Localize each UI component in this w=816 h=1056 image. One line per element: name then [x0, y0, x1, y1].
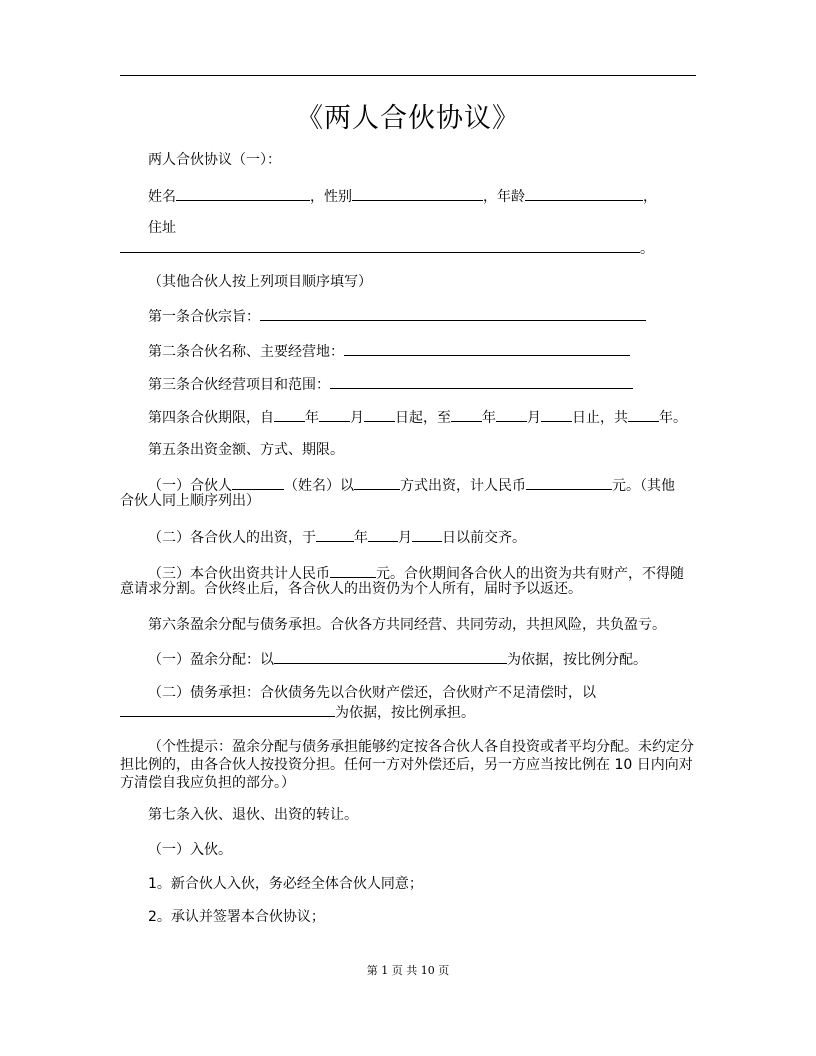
- article-6-1-label: （一）盈余分配：以: [148, 652, 274, 668]
- article-5-2: [148, 526, 526, 548]
- yuan-text: 元。（其他: [612, 478, 675, 494]
- start-day-blank[interactable]: [364, 406, 395, 422]
- article-6-2-cont: [120, 701, 475, 723]
- due-year-blank[interactable]: [316, 526, 354, 542]
- personal-info-line: [148, 185, 657, 207]
- method-blank[interactable]: [354, 474, 400, 490]
- document-title: 《两人合伙协议》: [296, 103, 520, 134]
- end-day-blank[interactable]: [541, 406, 572, 422]
- tip-line-2: 担比例的，由各合伙人按投资分担。任何一方对外偿还后，另一方应当按比例在 10 日内向对: [120, 757, 693, 773]
- article-4-label: 第四条合伙期限，自: [148, 410, 274, 426]
- article-6: 第六条盈余分配与债务承担。合伙各方共同经营、共同劳动，共担风险，共负盈亏。: [148, 617, 666, 633]
- address-period: 。: [640, 241, 654, 257]
- article-5-1-cont: 合伙人同上顺序列出）: [120, 493, 260, 509]
- year-text: 年: [305, 410, 319, 426]
- name-label: 姓名: [148, 189, 176, 205]
- address-label: 住址: [148, 220, 176, 236]
- article-2: [148, 340, 630, 362]
- others-note: （其他合伙人按上列项目顺序填写）: [148, 274, 372, 290]
- start-month-blank[interactable]: [319, 406, 350, 422]
- year-text: 年: [482, 410, 496, 426]
- article-6-1-text: 为依据，按比例分配。: [507, 652, 647, 668]
- purpose-blank[interactable]: [260, 305, 646, 321]
- intro-line: 两人合伙协议（一）：: [148, 152, 281, 168]
- contribution-text: 方式出资，计人民币: [400, 478, 526, 494]
- article-1-label: 第一条合伙宗旨：: [148, 309, 260, 325]
- article-5: 第五条出资金额、方式、期限。: [148, 442, 344, 458]
- article-6-2-text: 为依据，按比例承担。: [335, 705, 475, 721]
- total-amount-blank[interactable]: [330, 562, 376, 578]
- list-item-2: 2。承认并签署本合伙协议；: [148, 909, 325, 925]
- total-years-blank[interactable]: [628, 406, 659, 422]
- age-blank[interactable]: [525, 185, 643, 201]
- debt-basis-blank[interactable]: [120, 701, 335, 717]
- gender-label: ，性别: [310, 189, 352, 205]
- month-text: 月: [350, 410, 364, 426]
- article-5-3-label: （三）本合伙出资共计人民币: [148, 566, 330, 582]
- month-text: 月: [527, 410, 541, 426]
- article-6-1: [148, 648, 647, 670]
- end-year-blank[interactable]: [451, 406, 482, 422]
- address-blank[interactable]: [120, 237, 640, 253]
- name-blank[interactable]: [176, 185, 310, 201]
- article-6-2: （二）债务承担：合伙债务先以合伙财产偿还，合伙财产不足清偿时，以: [148, 685, 596, 701]
- article-1: [148, 305, 646, 327]
- amount-blank[interactable]: [526, 474, 612, 490]
- tip-line-3: 方清偿自我应负担的部分。）: [120, 775, 295, 791]
- month-text: 月: [398, 530, 412, 546]
- article-3: [148, 373, 633, 395]
- profit-basis-blank[interactable]: [274, 648, 507, 664]
- tip-line-1: （个性提示：盈余分配与债务承担能够约定按各合伙人各自投资或者平均分配。未约定分: [148, 739, 694, 755]
- name-paren-text: （姓名）以: [284, 478, 354, 494]
- partner-blank[interactable]: [232, 474, 284, 490]
- top-rule: [120, 75, 696, 76]
- year-end-text: 年。: [659, 410, 687, 426]
- age-label: ，年龄: [483, 189, 525, 205]
- list-item-1: 1。新合伙人入伙，务必经全体合伙人同意；: [148, 876, 423, 892]
- year-text: 年: [354, 530, 368, 546]
- partnership-name-blank[interactable]: [344, 340, 630, 356]
- article-5-1-label: （一）合伙人: [148, 478, 232, 494]
- day-to-text: 日止，共: [572, 410, 628, 426]
- gender-blank[interactable]: [352, 185, 483, 201]
- article-5-2-label: （二）各合伙人的出资，于: [148, 530, 316, 546]
- comma: ，: [643, 189, 657, 205]
- due-end-text: 日以前交齐。: [442, 530, 526, 546]
- article-7-1: （一）入伙。: [148, 842, 232, 858]
- end-month-blank[interactable]: [496, 406, 527, 422]
- page-footer: 第 1 页 共 10 页: [366, 964, 450, 977]
- start-year-blank[interactable]: [274, 406, 305, 422]
- day-from-text: 日起，至: [395, 410, 451, 426]
- article-7: 第七条入伙、退伙、出资的转让。: [148, 807, 358, 823]
- article-4: [148, 406, 687, 428]
- address-line: [120, 237, 654, 259]
- article-5-3-text: 元。合伙期间各合伙人的出资为共有财产，不得随: [376, 566, 684, 582]
- due-day-blank[interactable]: [412, 526, 442, 542]
- article-2-label: 第二条合伙名称、主要经营地：: [148, 344, 344, 360]
- due-month-blank[interactable]: [368, 526, 398, 542]
- business-scope-blank[interactable]: [330, 373, 633, 389]
- article-3-label: 第三条合伙经营项目和范围：: [148, 377, 330, 393]
- article-5-3-cont: 意请求分割。合伙终止后，各合伙人的出资仍为个人所有，届时予以返还。: [120, 581, 582, 597]
